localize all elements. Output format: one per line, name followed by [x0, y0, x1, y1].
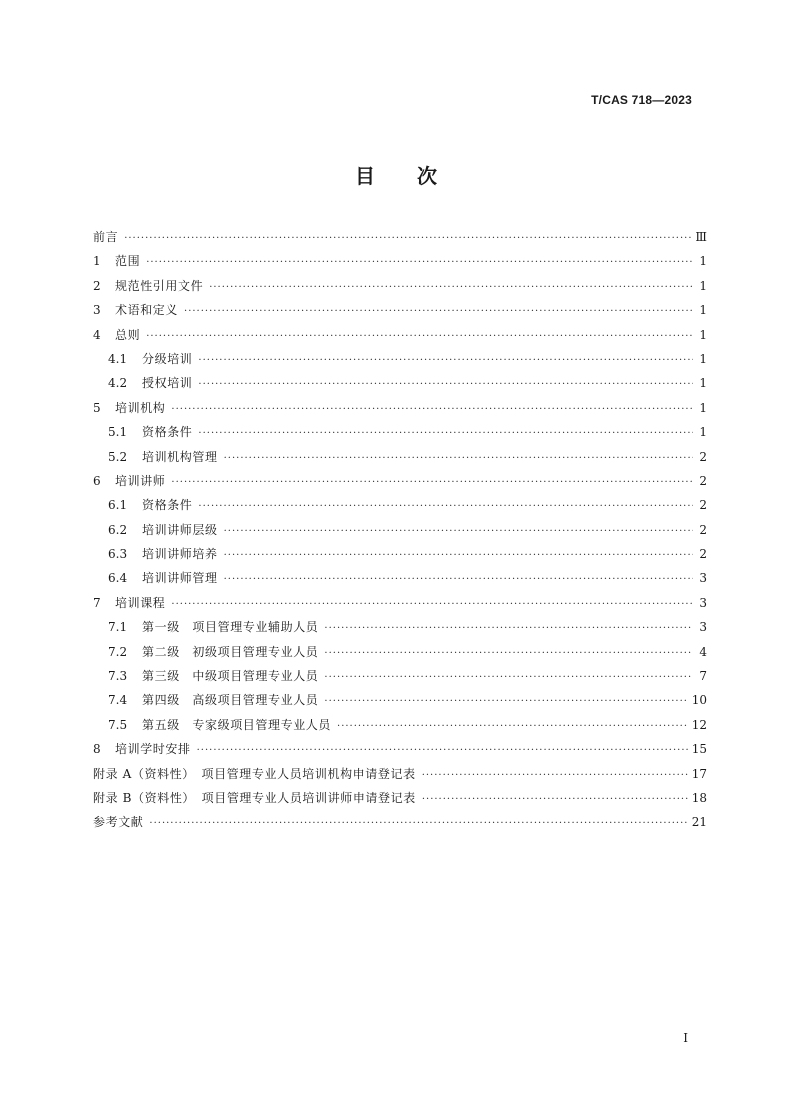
toc-entry[interactable] — [93, 810, 707, 834]
toc-entry-number: 2 — [93, 278, 101, 293]
toc-entry[interactable] — [93, 445, 707, 469]
dot-leader — [146, 251, 693, 275]
toc-entry-label: 资格条件 — [142, 425, 193, 440]
dot-leader — [209, 276, 693, 300]
toc-entry-page: 17 — [691, 766, 707, 781]
toc-entry-label: 培训机构管理 — [142, 449, 218, 464]
toc-entry-label: 总则 — [115, 327, 141, 342]
toc-entry[interactable] — [93, 664, 707, 688]
dot-leader — [171, 593, 693, 617]
toc-entry-label: 培训讲师 — [115, 473, 166, 488]
toc-entry[interactable] — [93, 615, 707, 639]
toc-entry-page: 4 — [699, 644, 707, 659]
toc-entry-label: 培训讲师培养 — [142, 547, 218, 562]
toc-entry-label: 附录 B（资料性） 项目管理专业人员培训讲师申请登记表 — [93, 790, 416, 805]
toc-entry-page: 1 — [699, 376, 707, 391]
toc-entry-number: 7.5 — [108, 717, 128, 732]
toc-entry-page: 1 — [699, 425, 707, 440]
toc-entry-page: 1 — [699, 327, 707, 342]
toc-entry-page: 7 — [699, 669, 707, 684]
toc-entry-number: 6.4 — [108, 571, 128, 586]
dot-leader — [198, 349, 693, 373]
toc-entry-page: 1 — [699, 351, 707, 366]
toc-entry[interactable] — [93, 688, 707, 712]
dot-leader — [422, 764, 688, 788]
toc-entry-number: 7.1 — [108, 620, 128, 635]
dot-leader — [124, 227, 691, 251]
dot-leader — [198, 495, 693, 519]
toc-entry-page: 2 — [699, 522, 707, 537]
toc-entry-number: 5.2 — [108, 449, 128, 464]
dot-leader — [198, 422, 693, 446]
toc-entry[interactable] — [93, 518, 707, 542]
toc-entry-number: 7.2 — [108, 644, 128, 659]
toc-entry-page: 10 — [691, 693, 707, 708]
table-of-contents — [93, 225, 707, 835]
toc-entry-number: 4.2 — [108, 376, 128, 391]
toc-entry[interactable] — [93, 737, 707, 761]
toc-entry-number: 7.3 — [108, 669, 128, 684]
toc-entry-number: 6 — [93, 473, 101, 488]
toc-entry-label: 第二级 初级项目管理专业人员 — [142, 644, 319, 659]
dot-leader — [171, 398, 693, 422]
toc-entry-label: 第一级 项目管理专业辅助人员 — [142, 620, 319, 635]
dot-leader — [146, 325, 693, 349]
toc-entry[interactable] — [93, 420, 707, 444]
toc-entry-page: 1 — [699, 303, 707, 318]
toc-entry[interactable] — [93, 298, 707, 322]
dot-leader — [324, 642, 693, 666]
toc-entry[interactable] — [93, 786, 707, 810]
toc-entry[interactable] — [93, 249, 707, 273]
toc-entry-number: 4 — [93, 327, 101, 342]
toc-entry-number: 7.4 — [108, 693, 128, 708]
toc-entry-label: 参考文献 — [93, 815, 144, 830]
toc-entry-page: 1 — [699, 278, 707, 293]
toc-entry-label: 培训讲师管理 — [142, 571, 218, 586]
toc-entry[interactable] — [93, 591, 707, 615]
dot-leader — [184, 300, 693, 324]
toc-entry-number: 6.2 — [108, 522, 128, 537]
toc-entry[interactable] — [93, 640, 707, 664]
toc-entry[interactable] — [93, 469, 707, 493]
toc-entry[interactable] — [93, 493, 707, 517]
standard-code: T/CAS 718—2023 — [591, 93, 692, 107]
toc-entry-number: 8 — [93, 742, 101, 757]
toc-entry-label: 术语和定义 — [115, 303, 179, 318]
toc-entry-label: 前言 — [93, 230, 119, 244]
dot-leader — [197, 739, 688, 763]
toc-entry[interactable] — [93, 396, 707, 420]
toc-title: 目次 — [355, 164, 479, 188]
toc-entry-number: 6.1 — [108, 498, 128, 513]
toc-entry-label: 培训学时安排 — [115, 742, 191, 757]
toc-entry-number: 5.1 — [108, 425, 128, 440]
dot-leader — [324, 617, 693, 641]
toc-entry-label: 授权培训 — [142, 376, 193, 391]
toc-entry-page: 2 — [699, 473, 707, 488]
toc-entry[interactable] — [93, 762, 707, 786]
toc-entry-label: 范围 — [115, 254, 141, 269]
toc-entry-number: 1 — [93, 254, 101, 269]
toc-entry-page: Ⅲ — [695, 230, 707, 244]
toc-entry[interactable] — [93, 542, 707, 566]
toc-entry[interactable] — [93, 713, 707, 737]
toc-entry[interactable] — [93, 347, 707, 371]
dot-leader — [324, 690, 687, 714]
toc-entry[interactable] — [93, 225, 707, 249]
dot-leader — [224, 520, 693, 544]
toc-entry-label: 第四级 高级项目管理专业人员 — [142, 693, 319, 708]
page-number: I — [683, 1031, 688, 1045]
dot-leader — [171, 471, 693, 495]
dot-leader — [324, 666, 693, 690]
toc-entry-page: 21 — [691, 815, 707, 830]
toc-entry-label: 资格条件 — [142, 498, 193, 513]
toc-entry-page: 12 — [691, 717, 707, 732]
toc-entry-page: 3 — [699, 595, 707, 610]
toc-entry-number: 3 — [93, 303, 101, 318]
toc-entry[interactable] — [93, 274, 707, 298]
toc-entry-label: 分级培训 — [142, 351, 193, 366]
toc-entry-label: 附录 A（资料性） 项目管理专业人员培训机构申请登记表 — [93, 766, 416, 781]
toc-entry-label: 第三级 中级项目管理专业人员 — [142, 669, 319, 684]
toc-entry[interactable] — [93, 371, 707, 395]
toc-entry-page: 2 — [699, 547, 707, 562]
toc-entry-label: 规范性引用文件 — [115, 278, 204, 293]
toc-entry-page: 2 — [699, 498, 707, 513]
toc-entry-page: 3 — [699, 620, 707, 635]
toc-entry[interactable] — [93, 566, 707, 590]
toc-entry-page: 15 — [691, 742, 707, 757]
toc-entry-number: 4.1 — [108, 351, 128, 366]
toc-entry-page: 2 — [699, 449, 707, 464]
dot-leader — [198, 373, 693, 397]
dot-leader — [149, 812, 687, 836]
dot-leader — [224, 568, 693, 592]
toc-entry-page: 1 — [699, 254, 707, 269]
toc-entry-page: 1 — [699, 400, 707, 415]
toc-entry[interactable] — [93, 323, 707, 347]
toc-entry-number: 6.3 — [108, 547, 128, 562]
toc-entry-label: 第五级 专家级项目管理专业人员 — [142, 717, 332, 732]
dot-leader — [224, 544, 693, 568]
dot-leader — [422, 788, 688, 812]
toc-entry-number: 7 — [93, 595, 101, 610]
toc-entry-label: 培训课程 — [115, 595, 166, 610]
toc-entry-page: 18 — [691, 790, 707, 805]
dot-leader — [337, 715, 688, 739]
toc-entry-label: 培训机构 — [115, 400, 166, 415]
toc-entry-label: 培训讲师层级 — [142, 522, 218, 537]
toc-entry-number: 5 — [93, 400, 101, 415]
toc-entry-page: 3 — [699, 571, 707, 586]
dot-leader — [224, 447, 693, 471]
